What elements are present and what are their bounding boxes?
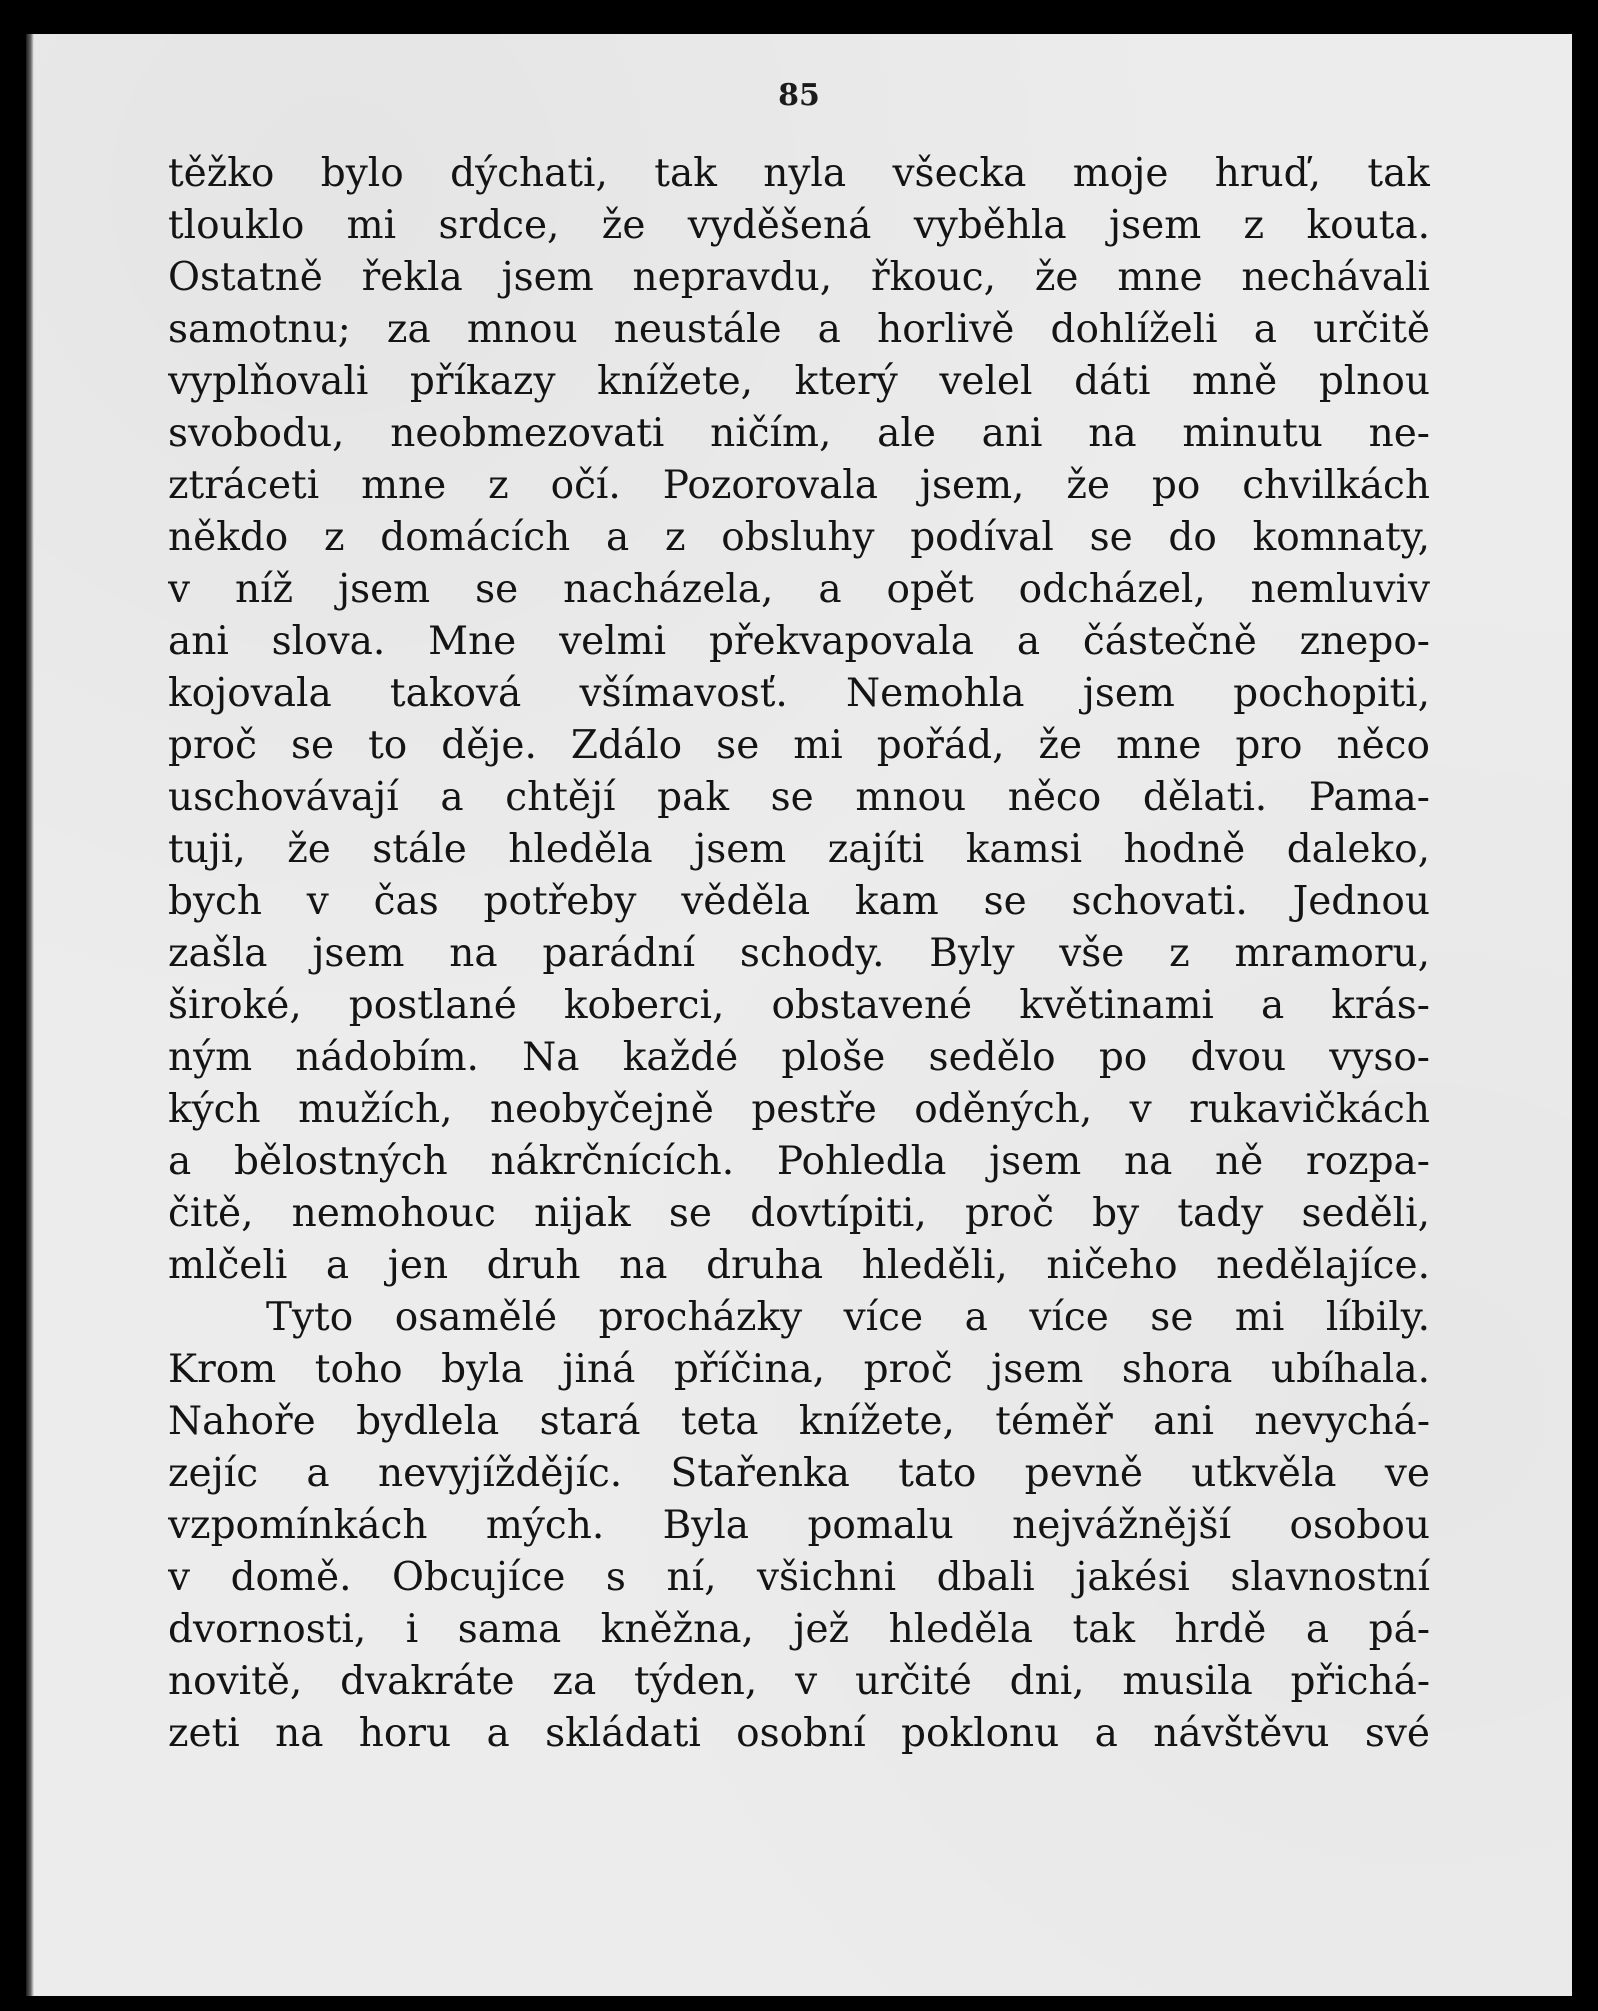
text-line: a bělostných nákrčnících. Pohledla jsem na ně rozpa- (168, 1139, 1430, 1184)
text-line: samotnu; za mnou neustále a horlivě dohlíželi a určitě (168, 307, 1430, 352)
text-line: uschovávají a chtějí pak se mnou něco dělati. Pama- (168, 775, 1430, 820)
text-line: proč se to děje. Zdálo se mi pořád, že mne pro něco (168, 723, 1430, 768)
text-line: Nahoře bydlela stará teta knížete, téměř ani nevychá- (168, 1399, 1430, 1444)
text-line: široké, postlané koberci, obstavené květinami a krás- (168, 983, 1430, 1028)
text-line: Krom toho byla jiná příčina, proč jsem shora ubíhala. (168, 1347, 1430, 1392)
text-line: tlouklo mi srdce, že vyděšená vyběhla jsem z kouta. (168, 203, 1430, 248)
text-line: svobodu, neobmezovati ničím, ale ani na minutu ne- (168, 411, 1430, 456)
text-line: Ostatně řekla jsem nepravdu, řkouc, že mne nechávali (168, 255, 1430, 300)
text-line: zeti na horu a skládati osobní poklonu a návštěvu své (168, 1711, 1430, 1756)
text-line: tuji, že stále hleděla jsem zajíti kamsi hodně daleko, (168, 827, 1430, 872)
text-line: čitě, nemohouc nijak se dovtípiti, proč by tady seděli, (168, 1191, 1430, 1236)
text-line: vyplňovali příkazy knížete, který velel dáti mně plnou (168, 359, 1430, 404)
page-number: 85 (778, 78, 820, 113)
text-line: ztráceti mne z očí. Pozorovala jsem, že po chvilkách (168, 463, 1430, 508)
text-line: kých mužích, neobyčejně pestře oděných, v rukavičkách (168, 1087, 1430, 1132)
text-line: zejíc a nevyjíždějíc. Stařenka tato pevně utkvěla ve (168, 1451, 1430, 1496)
text-line: dvornosti, i sama kněžna, jež hleděla tak hrdě a pá- (168, 1607, 1430, 1652)
text-line: vzpomínkách mých. Byla pomalu nejvážnější osobou (168, 1503, 1430, 1548)
text-line: kojovala taková všímavosť. Nemohla jsem pochopiti, (168, 671, 1430, 716)
text-line: bych v čas potřeby věděla kam se schovati. Jednou (168, 879, 1430, 924)
book-page (26, 34, 1572, 1996)
text-line: ani slova. Mne velmi překvapovala a částečně znepo- (168, 619, 1430, 664)
page-binding-edge (26, 34, 34, 1996)
text-line: ným nádobím. Na každé ploše sedělo po dvou vyso- (168, 1035, 1430, 1080)
text-line: Tyto osamělé procházky více a více se mi líbily. (266, 1295, 1430, 1340)
text-line: těžko bylo dýchati, tak nyla všecka moje hruď, tak (168, 151, 1430, 196)
text-line: zašla jsem na parádní schody. Byly vše z mramoru, (168, 931, 1430, 976)
text-line: mlčeli a jen druh na druha hleděli, ničeho nedělajíce. (168, 1243, 1430, 1288)
text-line: novitě, dvakráte za týden, v určité dni, musila přichá- (168, 1659, 1430, 1704)
text-line: v níž jsem se nacházela, a opět odcházel, nemluviv (168, 567, 1430, 612)
text-line: někdo z domácích a z obsluhy podíval se do komnaty, (168, 515, 1430, 560)
body-text (168, 148, 1430, 1760)
text-line: v domě. Obcujíce s ní, všichni dbali jakési slavnostní (168, 1555, 1430, 1600)
